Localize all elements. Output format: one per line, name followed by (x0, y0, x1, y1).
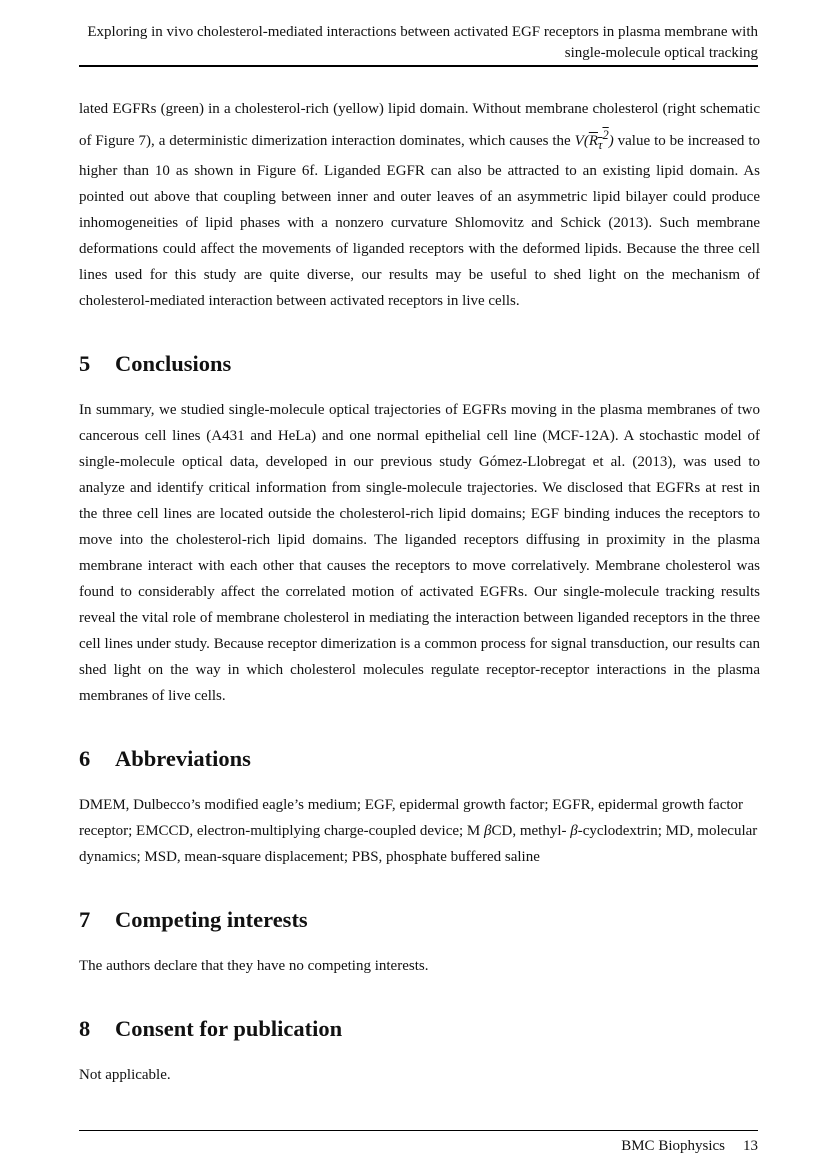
header-rule (79, 65, 758, 67)
section-number: 5 (79, 351, 91, 376)
section-competing-interests (79, 905, 760, 979)
abbreviations-paragraph: DMEM, Dulbecco’s modified eagle’s medium; EGF, epidermal growth factor; EGFR, epidermal growth factor receptor; EMCCD, electron-multiplying charge-coupled device; M βCD, methyl- β-cyclodextrin; MD, molecular dynamics; MSD, mean-square displacement; PBS, phosphate buffered saline (79, 797, 758, 865)
paragraph-text-part2: value to be increased to higher than 10 as shown in Figure 6f. Liganded EGFR can also be attracted to an existing lipid domain. As pointed out above that coupling between inner and outer leaves of an asymmetric lipid bilayer could produce inhomogeneities of lipid phases with a nonzero curvature Shlomovitz and Schick (2013). Such membrane deformations could affect the movements of liganded receptors with the deformed lipids. Because the three cell lines used for this study are quite diverse, our results may be useful to shed light on the mechanism of cholesterol-mediated interaction between activated receptors in live cells. (79, 133, 760, 309)
section-number: 6 (79, 746, 91, 771)
beta-symbol: β (484, 823, 492, 839)
competing-interests-paragraph: The authors declare that they have no competing interests. (79, 958, 429, 974)
journal-name: BMC Biophysics (621, 1138, 725, 1154)
section-heading-abbreviations (79, 744, 760, 774)
section-title: Abbreviations (115, 746, 251, 771)
page-number: 13 (743, 1138, 758, 1154)
beta-symbol: β (570, 823, 578, 839)
section-heading-consent (79, 1014, 760, 1044)
running-header: Exploring in vivo cholesterol-mediated interactions between activated EGF receptors in plasma membrane with single-molecule optical tracking (87, 24, 758, 61)
section-number: 7 (79, 907, 91, 932)
section-consent (79, 1014, 760, 1088)
conclusions-paragraph: In summary, we studied single-molecule optical trajectories of EGFRs moving in the plasma membranes of two cancerous cell lines (A431 and HeLa) and one normal epithelial cell line (MCF-12A). A stochastic model of single-molecule optical data, developed in our previous study Gómez-Llobregat et al. (2013), was used to analyze and identify critical information from single-molecule trajectories. We disclosed that EGFRs at rest in the three cell lines are located outside the cholesterol-rich lipid domains; EGF binding induces the receptors to move into the cholesterol-rich lipid domains. The liganded receptors diffusing in proximity in the plasma membrane interact with each other that causes the receptors to move correlatively. Membrane cholesterol was found to considerably affect the correlated motion of activated EGFRs. Our single-molecule tracking results reveal the vital role of membrane cholesterol in mediating the interaction between liganded receptors in the three cell lines under study. Because receptor dimerization is a common process for signal transduction, our results can shed light on the way in which cholesterol molecules regulate receptor-receptor interactions in the plasma membranes of live cells. (79, 402, 760, 704)
section-heading-competing-interests (79, 905, 760, 935)
section-number: 8 (79, 1016, 91, 1041)
page-content (79, 96, 760, 1088)
math-expression-v-r-tau-squared: $V(R_\tau^2)$ (574, 128, 614, 152)
section-title: Competing interests (115, 907, 308, 932)
section-conclusions (79, 349, 760, 709)
section-title: Consent for publication (115, 1016, 343, 1041)
section-title: Conclusions (115, 351, 232, 376)
footer-rule (79, 1130, 758, 1131)
paragraph-text-part1: lated EGFRs (green) in a cholesterol-rich (yellow) lipid domain. Without membrane cholesterol (right schematic of Figure 7), a deterministic dimerization interaction dominates, which causes the (79, 101, 760, 149)
page-footer (79, 1136, 758, 1156)
section-heading-conclusions (79, 349, 760, 379)
consent-paragraph: Not applicable. (79, 1067, 171, 1083)
section-abbreviations (79, 744, 760, 870)
continued-paragraph (79, 96, 760, 314)
